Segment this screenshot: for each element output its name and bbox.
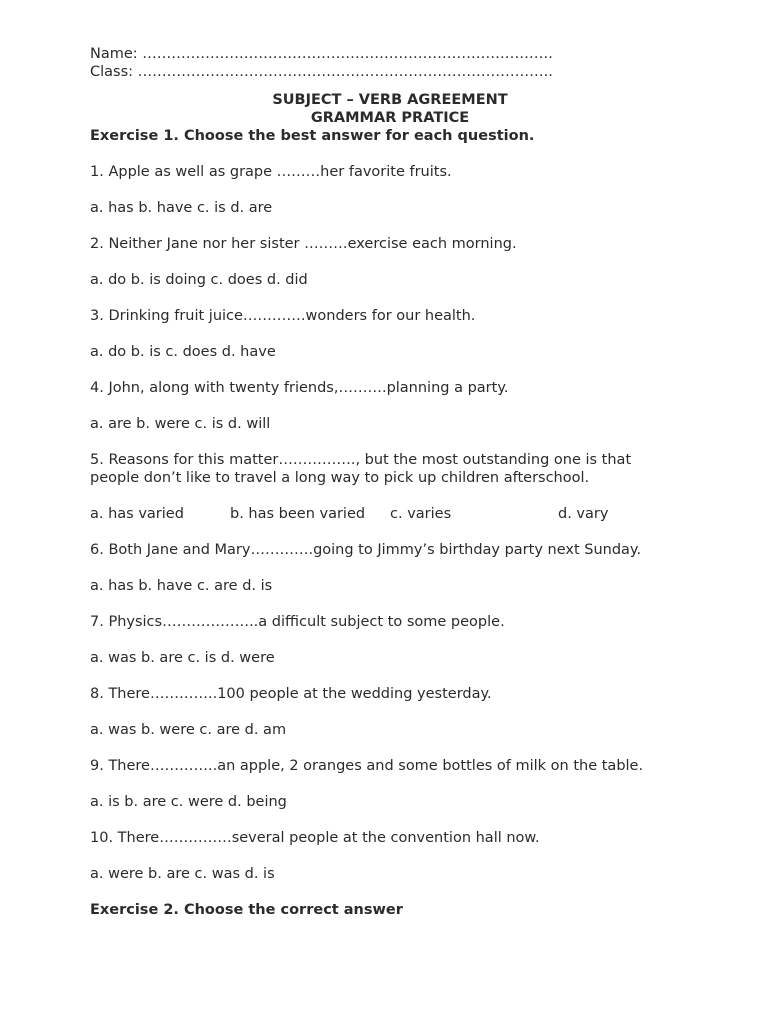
worksheet-content [90, 45, 690, 919]
question-6: 6. Both Jane and Mary………….going to Jimmy’s birthday party next Sunday. [90, 542, 642, 558]
answer-5c: c. varies [390, 506, 452, 522]
class-line: Class: ………………………………………………………………………….. [90, 64, 553, 80]
question-3: 3. Drinking fruit juice………….wonders for our health. [90, 308, 476, 324]
answers-2: a. do b. is doing c. does d. did [90, 272, 308, 288]
answers-7: a. was b. are c. is d. were [90, 650, 275, 666]
name-line: Name: …………………………………………………………………………. [90, 46, 553, 62]
answer-5b: b. has been varied [230, 506, 366, 522]
worksheet-title: SUBJECT – VERB AGREEMENT [272, 92, 508, 108]
answer-5a: a. has varied [90, 506, 184, 522]
question-1: 1. Apple as well as grape ………her favorite fruits. [90, 164, 452, 180]
answers-8: a. was b. were c. are d. am [90, 722, 287, 738]
question-10: 10. There……………several people at the convention hall now. [90, 830, 540, 846]
question-4: 4. John, along with twenty friends,……….planning a party. [90, 380, 509, 396]
question-2: 2. Neither Jane nor her sister ………exercise each morning. [90, 236, 517, 252]
exercise2-heading: Exercise 2. Choose the correct answer [90, 902, 403, 918]
question-7: 7. Physics………………..a difficult subject to some people. [90, 614, 505, 630]
question-5: 5. Reasons for this matter……………., but the most outstanding one is that people don’t like to travel a long way to pick up children afterschool. [90, 452, 632, 486]
answers-9: a. is b. are c. were d. being [90, 794, 287, 810]
worksheet-subtitle: GRAMMAR PRATICE [310, 110, 470, 126]
answers-5 [90, 505, 690, 523]
answers-4: a. are b. were c. is d. will [90, 416, 271, 432]
question-8: 8. There…………..100 people at the wedding yesterday. [90, 686, 492, 702]
answers-3: a. do b. is c. does d. have [90, 344, 276, 360]
exercise1-heading: Exercise 1. Choose the best answer for each question. [90, 128, 535, 144]
question-9: 9. There…………..an apple, 2 oranges and some bottles of milk on the table. [90, 758, 644, 774]
answers-10: a. were b. are c. was d. is [90, 866, 275, 882]
answers-1: a. has b. have c. is d. are [90, 200, 273, 216]
answer-5d: d. vary [558, 506, 609, 522]
answers-6: a. has b. have c. are d. is [90, 578, 273, 594]
